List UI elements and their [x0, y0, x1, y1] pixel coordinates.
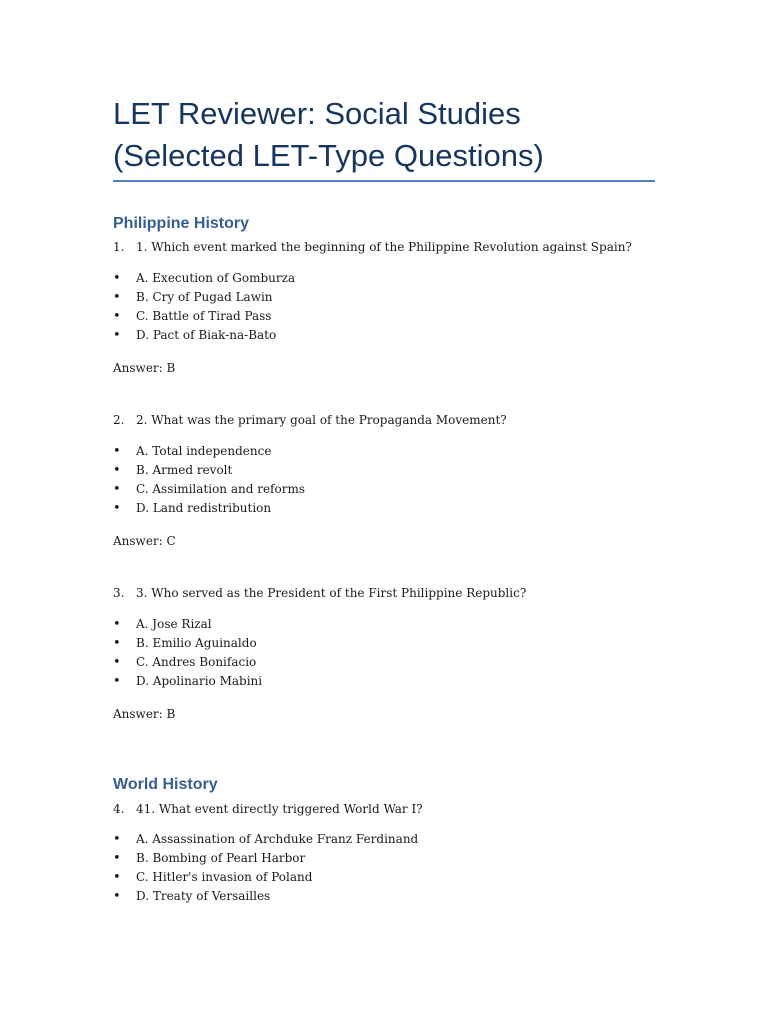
- bullet-icon: •: [113, 851, 121, 866]
- question-item: [113, 801, 423, 817]
- section-heading-world-history: World History: [113, 776, 218, 793]
- bullet-icon: •: [113, 655, 121, 670]
- option-text: D. Treaty of Versailles: [136, 889, 271, 903]
- question-number: 4.: [113, 802, 125, 816]
- option-item: [113, 480, 305, 499]
- question-item: [113, 239, 632, 255]
- option-item: [113, 326, 295, 345]
- option-text: A. Execution of Gomburza: [136, 271, 296, 285]
- question-text: 2. What was the primary goal of the Propaganda Movement?: [136, 413, 507, 427]
- bullet-icon: •: [113, 889, 121, 904]
- document-title: LET Reviewer: Social Studies (Selected LET-Type Questions): [113, 96, 544, 173]
- bullet-icon: •: [113, 636, 121, 651]
- bullet-icon: •: [113, 617, 121, 632]
- answer-text: Answer: C: [113, 534, 176, 548]
- question-text: 41. What event directly triggered World War I?: [136, 802, 423, 816]
- option-item: [113, 307, 295, 326]
- bullet-icon: •: [113, 309, 121, 324]
- option-text: B. Armed revolt: [136, 463, 233, 477]
- question-item: [113, 585, 526, 601]
- option-text: D. Land redistribution: [136, 501, 272, 515]
- question-number: 2.: [113, 413, 125, 427]
- option-item: [113, 615, 262, 634]
- bullet-icon: •: [113, 271, 121, 286]
- options-list: [113, 615, 262, 691]
- bullet-icon: •: [113, 290, 121, 305]
- option-item: [113, 499, 305, 518]
- bullet-icon: •: [113, 463, 121, 478]
- option-text: C. Assimilation and reforms: [136, 482, 305, 496]
- option-item: [113, 442, 305, 461]
- option-text: C. Battle of Tirad Pass: [136, 309, 272, 323]
- bullet-icon: •: [113, 328, 121, 343]
- option-text: D. Pact of Biak-na-Bato: [136, 328, 277, 342]
- option-text: C. Hitler's invasion of Poland: [136, 870, 313, 884]
- question-number: 1.: [113, 240, 125, 254]
- bullet-icon: •: [113, 501, 121, 516]
- options-list: [113, 442, 305, 518]
- bullet-icon: •: [113, 482, 121, 497]
- option-item: [113, 288, 295, 307]
- option-text: A. Assassination of Archduke Franz Ferdinand: [136, 832, 419, 846]
- option-text: B. Cry of Pugad Lawin: [136, 290, 273, 304]
- question-item: [113, 412, 507, 428]
- answer-text: Answer: B: [113, 707, 176, 721]
- bullet-icon: •: [113, 870, 121, 885]
- option-item: [113, 634, 262, 653]
- bullet-icon: •: [113, 832, 121, 847]
- option-text: C. Andres Bonifacio: [136, 655, 257, 669]
- option-item: [113, 672, 262, 691]
- option-item: [113, 653, 262, 672]
- option-text: B. Emilio Aguinaldo: [136, 636, 257, 650]
- answer-text: Answer: B: [113, 361, 176, 375]
- option-text: A. Jose Rizal: [136, 617, 212, 631]
- option-item: [113, 269, 295, 288]
- question-number: 3.: [113, 586, 125, 600]
- option-text: A. Total independence: [136, 444, 272, 458]
- question-text: 3. Who served as the President of the First Philippine Republic?: [136, 586, 527, 600]
- options-list: [113, 269, 295, 345]
- option-item: [113, 868, 418, 887]
- option-text: B. Bombing of Pearl Harbor: [136, 851, 306, 865]
- option-item: [113, 887, 418, 906]
- option-item: [113, 849, 418, 868]
- section-heading-philippine-history: Philippine History: [113, 215, 250, 232]
- question-text: 1. Which event marked the beginning of the Philippine Revolution against Spain?: [136, 240, 632, 254]
- options-list: [113, 830, 418, 906]
- option-item: [113, 830, 418, 849]
- title-underline: [113, 180, 655, 182]
- bullet-icon: •: [113, 444, 121, 459]
- option-text: D. Apolinario Mabini: [136, 674, 263, 688]
- option-item: [113, 461, 305, 480]
- bullet-icon: •: [113, 674, 121, 689]
